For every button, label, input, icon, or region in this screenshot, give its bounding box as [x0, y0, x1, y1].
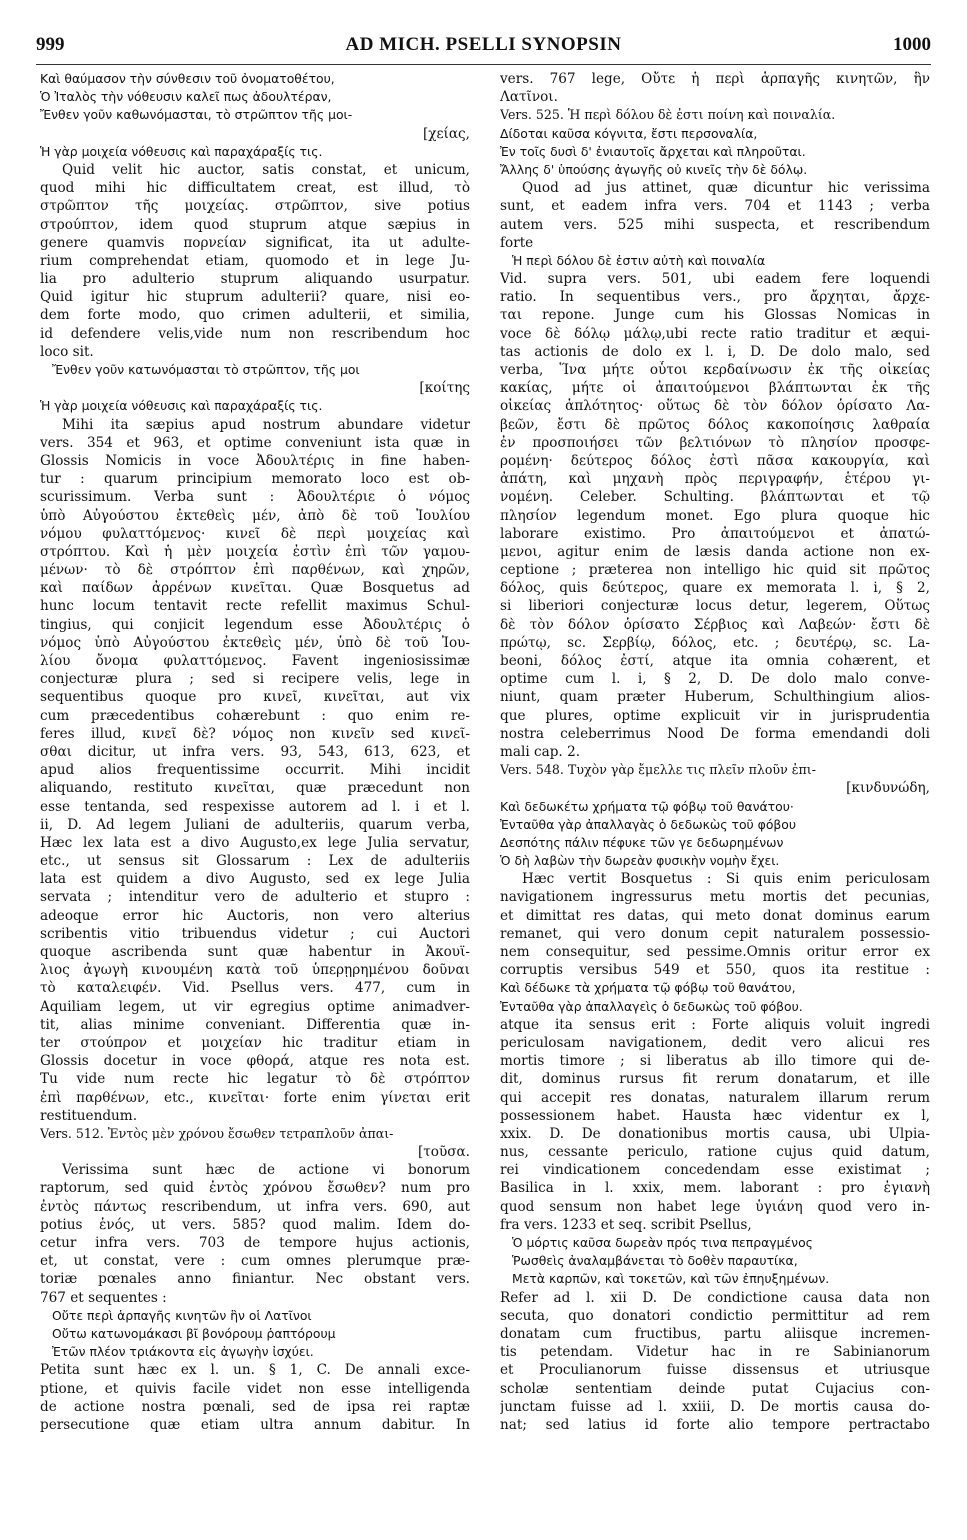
text-line: Basilica in l. xxix, mem. laborant : pro ἐγιανὴ: [500, 1180, 930, 1197]
text-line: voce δὲ δόλῳ μάλῳ,ubi recte ratio traditur et æqui-: [500, 325, 930, 342]
page-number-right: 1000: [893, 34, 931, 55]
text-line: mali cap. 2.: [500, 743, 581, 760]
text-line: Ἐνταῦθα γὰρ ἀπαλλαγὰς ὁ δεδωκὼς τοῦ φόβου: [500, 816, 797, 832]
text-line: secuta, quo donatori condictio permittitur ad rem: [500, 1307, 930, 1324]
text-line: Quod ad jus attinet, quæ dicuntur hic verissima: [522, 180, 930, 197]
text-line: lia pro adulterio stuprum aliquando usurpatur.: [40, 271, 470, 288]
text-line: restituendum.: [40, 1107, 138, 1124]
text-line: Ὁ δὴ λαβὼν τὴν δωρεὰν φυσικὴν νομὴν ἔχει.: [500, 853, 780, 869]
text-line: junctam fuisse ad l. xxiii, D. De mortis causa do-: [500, 1398, 930, 1415]
text-line: loco sit.: [40, 343, 94, 360]
text-line: ἐν προσποιήσει τῶν βελτιόνων τὸ πλησίον προσφε-: [500, 434, 930, 451]
page-number-left: 999: [36, 34, 65, 55]
text-line: Ἄλλης δ' ὑπούσης ἀγωγῆς οὐ κινεῖς τὴν δὲ δόλῳ.: [500, 161, 808, 177]
text-line: vers. 767 lege, Οὔτε ἡ περὶ ἁρπαγῆς κινητῶν, ἣν: [500, 71, 930, 87]
text-line: Ὁ μόρτις καῦσα δωρεὰν πρός τινα πεπραγμένος: [512, 1235, 813, 1250]
text-line: scribentis vitio tribuendus videtur ; cui Auctori: [40, 925, 470, 942]
text-line: Ῥωσθεὶς ἀναλαμβάνεται τὸ δοθὲν παραυτίκα,: [512, 1253, 798, 1269]
text-line: dit, dominus rursus fit rerum donatarum, et ille: [500, 1071, 930, 1088]
text-line: de actione nostra pœnali, sed de ipsa rei raptæ: [40, 1398, 470, 1415]
text-line: Refer ad l. xii D. De condictione causa data non: [500, 1289, 930, 1306]
text-line: tur : quarum principium memorato loco est ob-: [40, 471, 470, 488]
text-line: ἐντὸς πάντως rescribendum, ut infra vers. 690, aut: [40, 1198, 470, 1215]
text-line: conjecturæ plura ; sed si recipere velis, lege in: [40, 671, 470, 688]
text-line: Petita sunt hæc ex l. un. § 1, C. De annali exce-: [40, 1362, 470, 1379]
text-line: tis petendam. Videtur hac in re Sabinianorum: [500, 1344, 930, 1361]
text-line: [τοῦσα.: [417, 1144, 470, 1161]
text-line: ceptione ; præterea non intelligo hic quid sit πρῶτος: [500, 562, 930, 579]
text-line: autem vers. 525 mihi suspecta, et rescribendum: [500, 216, 930, 233]
text-line: 767 et sequentes :: [40, 1289, 167, 1306]
text-line: ratio. In sequentibus vers., pro ἄρχηται, ἄρχε-: [500, 289, 930, 306]
text-line: apud alios frequentissime occurrit. Mihi incidit: [40, 762, 470, 779]
text-line: nat; sed latius id forte alio tempore pertractabo: [500, 1416, 930, 1433]
text-line: Ἡ γὰρ μοιχεία νόθευσις καὶ παραχάραξίς τις.: [40, 143, 323, 159]
text-line: Ἔνθεν γοῦν κατωνόμασται τὸ στρῶπτον, τῆς μοι: [52, 362, 360, 377]
text-line: et Proculianorum fuisse dissensus et utriusque: [500, 1362, 930, 1379]
text-line: possessionem habet. Hausta hæc videntur ex l,: [500, 1107, 930, 1124]
text-line: lata est quidem a divo Augusto, sed ex lege Julia: [40, 871, 470, 888]
text-line: [κινδυνώδη,: [846, 780, 930, 797]
text-line: Ἔνθεν γοῦν καθωνόμασται, τὸ στρῶπτον τῆς μοι-: [40, 107, 353, 123]
text-line: tas actionis de dolo ex l. i, D. De dolo malo, sed: [500, 343, 930, 360]
text-line: ptione, et quivis facile videt non esse intelligenda: [40, 1380, 470, 1397]
text-line: aliquando, restituto κινεῖται, quæ præcedunt non: [40, 780, 470, 797]
text-line: ii, D. Ad legem Juliani de adulteriis, quarum verba,: [40, 816, 470, 833]
text-line: νόμου φυλαττόμενος· κινεῖ δὲ περὶ μοιχείας καὶ: [40, 525, 470, 542]
text-line: servata ; intenditur vero de adulterio et stupro :: [40, 889, 470, 906]
text-line: scholæ sententiam deinde putat Cujacius con-: [500, 1380, 930, 1397]
text-line: Verissima sunt hæc de actione vi bonorum: [62, 1162, 470, 1179]
text-line: λιος ἀγωγὴ κινουμένη κατὰ τοῦ ὑπερῃρημένου δοῦναι: [40, 962, 470, 979]
text-line: Vers. 512. Ἐντὸς μὲν χρόνου ἔσωθεν τετραπλοῦν ἀπαι-: [40, 1125, 394, 1141]
text-line: tit, alias minime conveniant. Differentia quæ in-: [40, 1016, 470, 1033]
text-line: πρώτῳ, sc. Σερβίῳ, δόλος, etc. ; δευτέρῳ, sc. La-: [500, 634, 930, 651]
text-line: Glossis Nomicis in voce Ἀδουλτέρις in fine haben-: [40, 452, 470, 469]
text-line: Mihi ita sæpius apud nostrum abundare videtur: [62, 416, 470, 433]
text-line: στρόπτου. Καὶ ἡ μὲν μοιχεία ἐστὶν ἐπὶ τῶν γαμου-: [40, 543, 470, 560]
text-line: [χείας,: [422, 125, 470, 142]
text-line: Καὶ δεδωκέτω χρήματα τῷ φόβῳ τοῦ θανάτου·: [500, 798, 794, 814]
text-line: scurissimum. Verba sunt : Ἀδουλτέριε ὁ νόμος: [40, 489, 470, 506]
text-line: persecutione quæ etiam ultra annum dabitur. In: [40, 1416, 470, 1433]
text-line: dem forte modo, quo crimen adulterii, et similia,: [40, 307, 470, 324]
text-line: Hæc vertit Bosquetus : Si quis enim periculosam: [522, 871, 930, 888]
text-line: mortis timore ; si liberatus ab illo timore qui de-: [500, 1053, 930, 1070]
text-line: laborare existimo. Pro ἀπαιτούμενοι et ἀπατώ-: [500, 525, 930, 542]
text-line: νομένη. Celeber. Schulting. βλάπτωνται et τῷ: [500, 489, 930, 506]
text-line: rium comprehendat etiam, quomodo et in lege Ju-: [40, 252, 470, 269]
text-line: τὸ καταλειφέν. Vid. Psellus vers. 477, cum in: [40, 980, 470, 997]
page-header: [36, 34, 931, 60]
text-line: Ἐνταῦθα γὰρ ἀπαλλαγεὶς ὁ δεδωκὼς τοῦ φόβου.: [500, 998, 803, 1014]
text-line: Quid velit hic auctor, satis constat, et unicum,: [62, 161, 470, 178]
text-line: πλησίον legendum monet. Ego plura quoque hic: [500, 507, 930, 524]
text-line: ἀπάτη, καὶ μηχανὴ πρὸς περιγραφήν, ἑτέρου γι-: [500, 471, 930, 488]
text-line: optime cum l. i, § 2, D. De dolo malo conve-: [500, 671, 930, 688]
text-line: στρούπτον, idem quod stuprum atque sæpius in: [40, 216, 470, 233]
text-line: verba, Ἵνα μήτε οὗτοι κερδαίνωσιν ἐκ τῆς οἰκείας: [500, 362, 930, 378]
text-line: potius ἑνός, ut vers. 585? quod malim. Idem do-: [40, 1216, 470, 1233]
text-line: Vid. supra vers. 501, ubi eadem fere loquendi: [500, 271, 930, 288]
text-line: remanet, qui vero donum cepit naturalem possessio-: [500, 925, 930, 942]
text-line: adeoque error hic Auctoris, non vero alterius: [40, 907, 470, 924]
text-line: Ἡ περὶ δόλου δὲ ἐστιν αὐτὴ καὶ ποιναλία: [512, 252, 766, 268]
text-line: que plures, optime explicuit vir in jurisprudentia: [500, 707, 930, 724]
text-line: Vers. 525. Ἡ περὶ δόλου δὲ ἐστι ποίνη καὶ ποιναλία.: [500, 107, 836, 123]
text-line: toriæ pœnales anno finiantur. Nec obstant vers.: [40, 1271, 470, 1288]
text-line: Ἡ γὰρ μοιχεία νόθευσις καὶ παραχάραξίς τις.: [40, 398, 323, 414]
text-line: Οὔτω κατωνομάκασι βῖ βονόρουμ ῥαπτόρουμ: [52, 1325, 336, 1341]
text-line: δὲ τὸν δόλον ὁρίσατο Σέρβιος καὶ Λαβεών· ἔστι δὲ: [500, 616, 930, 633]
text-line: nus, cessante periculo, ratione cujus quid datum,: [500, 1144, 930, 1161]
text-line: Δίδοται καῦσα κόγνιτα, ἔστι περσοναλία,: [500, 125, 758, 141]
text-line: σθαι dicitur, ut infra vers. 93, 543, 613, 623, et: [40, 743, 470, 760]
text-line: οἰκείας ἁπλότητος· οὕτως δὲ τὸν δόλον ὁρίσατο Λα-: [500, 398, 930, 415]
text-line: sunt, et eadem infra vers. 704 et 1143 ; verba: [500, 198, 930, 215]
text-line: cetur infra vers. 703 de tempore hujus actionis,: [40, 1235, 470, 1251]
text-line: fra vers. 1233 et seq. scribit Psellus,: [500, 1216, 752, 1233]
text-line: μένων· τὸ δὲ στρόπτον ἐπὶ παρθένων, καὶ χηρῶν,: [40, 562, 470, 579]
text-line: Καὶ δέδωκε τὰ χρήματα τῷ φόβῳ τοῦ θανάτου,: [500, 980, 796, 996]
running-title: AD MICH. PSELLI SYNOPSIN: [345, 34, 622, 55]
text-line: si liberiori conjecturæ locus detur, legerem, Οὕτως: [500, 598, 930, 615]
text-line: et dimittat res datas, qui meto donat dominus earum: [500, 907, 930, 924]
text-line: Quid igitur hic stuprum adulterii? quare, nisi eo-: [40, 289, 470, 306]
text-line: ὑπὸ Αὐγούστου ἐκτεθεὶς μέν, ἀπὸ δὲ τοῦ Ἰουλίου: [40, 507, 470, 524]
text-line: feres illud, κινεῖ δὲ? νόμος non κινεῖν sed κινεῖ-: [40, 725, 470, 742]
text-line: Ἐν τοῖς δυσὶ δ' ἐνιαυτοῖς ἄρχεται καὶ πληροῦται.: [500, 143, 806, 159]
text-line: esse tentanda, sed respexisse autorem ad l. i et l.: [40, 798, 470, 815]
text-line: Hæc lex lata est a divo Augusto,ex lege Julia servatur,: [40, 834, 470, 851]
text-line: periculosam navigationem, dedit vero alicui res: [500, 1034, 930, 1051]
text-line: Λατῖνοι.: [500, 89, 558, 106]
text-line: nostra celeberrimus Nood De forma emendandi doli: [500, 725, 930, 742]
text-line: donatam cum fructibus, partu aliisque incremen-: [500, 1325, 930, 1342]
text-line: beoni, δόλος ἐστί, atque ita omnia cohærent, et: [500, 653, 930, 669]
text-line: tingius, qui conjicit legendum esse Ἀδουλτέρις ὁ: [40, 616, 470, 633]
text-line: vers. 354 et 963, et optime conveniunt ista quæ in: [40, 434, 470, 451]
text-line: ται repone. Junge cum his Glossas Nomicas in: [500, 307, 930, 324]
text-line: rei vindicationem concedendam esse existimat ;: [500, 1162, 930, 1179]
text-line: ter στούπρον et μοιχείαν hic traditur etiam in: [40, 1034, 470, 1051]
text-line: κακίας, μήτε οἱ ἀπαιτούμενοι βλάπτωνται ἐκ τῆς: [500, 380, 930, 397]
text-line: atque ita sensus erit : Forte aliquis voluit ingredi: [500, 1016, 930, 1033]
text-line: niunt, quam præter Huberum, Schulthingium alios-: [500, 689, 930, 706]
text-line: στρῶπτον τῆς μοιχείας. στρῶπτον, sive potius: [40, 198, 470, 215]
text-line: Glossis docetur in voce φθορά, atque res nota est.: [40, 1053, 470, 1070]
text-line: Δεσπότης πάλιν πέφυκε τῶν γε δεδωρημένων: [500, 834, 784, 850]
text-line: λίου ὄνομα φυλαττόμενος. Favent ingeniosissimæ: [40, 653, 470, 669]
text-line: Οὔτε περὶ ἁρπαγῆς κινητῶν ἣν οἱ Λατῖνοι: [52, 1307, 312, 1323]
text-line: raptorum, sed quid ἐντὸς χρόνου ἔσωθεν? num pro: [40, 1180, 470, 1197]
text-line: quod sensum non habet lege ὑγιάνη quod vero in-: [500, 1198, 930, 1215]
text-line: Aquiliam legem, ut vir egregius optime animadver-: [40, 998, 470, 1015]
text-line: νόμος ὑπὸ Αὐγούστου ἐκτεθεὶς μέν, ὑπὸ δὲ τοῦ Ἰου-: [40, 634, 470, 651]
header-rule: [36, 64, 931, 65]
text-line: Tu vide num recte hic legatur τὸ δὲ στρόπτον: [40, 1071, 470, 1088]
left-column: [40, 70, 470, 1530]
text-line: hunc locum tentavit recte refellit maximus Schul-: [40, 598, 470, 615]
text-line: corruptis versibus 549 et 550, quos ita restitue :: [500, 962, 930, 979]
text-line: ἐπὶ παρθένων, etc., κινεῖται· forte enim γίνεται erit: [40, 1089, 470, 1106]
text-line: forte: [500, 234, 534, 251]
text-line: [κοίτης: [419, 380, 470, 397]
text-line: Vers. 548. Τυχὸν γὰρ ἔμελλε τις πλεῖν πλοῦν ἐπι-: [500, 762, 816, 778]
text-line: Ἐτῶν πλέον τριάκοντα εἰς ἀγωγὴν ἰσχύει.: [52, 1344, 314, 1360]
text-line: qui accepit res donatas, naturalem illarum rerum: [500, 1089, 930, 1106]
text-line: Μετὰ καρπῶν, καὶ τοκετῶν, καὶ τῶν ἐπηυξημένων.: [512, 1271, 830, 1287]
text-line: navigationem ingressurus metu mortis det pecunias,: [500, 889, 930, 906]
text-line: xxix. D. De donationibus mortis causa, ubi Ulpia-: [500, 1125, 930, 1142]
text-line: cum præcedentibus cohærebunt : quo enim re-: [40, 707, 470, 724]
text-line: etc., ut sensus sit Glossarum : Lex de adulteriis: [40, 853, 470, 870]
text-line: genere quamvis πορνείαν significat, ita ut adulte-: [40, 234, 470, 251]
text-line: δόλος, quis δεύτερος, quare ex memorata l. i, § 2,: [500, 580, 930, 597]
text-line: quod mihi hic difficultatem creat, est illud, τὸ: [40, 180, 470, 197]
text-line: et, ut constat, vere : cum omnes plerumque præ-: [40, 1253, 470, 1270]
text-line: καὶ παίδων ἀρρένων κινεῖται. Quæ Bosquetus ad: [40, 580, 470, 597]
text-line: quoque ascribenda sunt quæ habentur in Ἀκουϊ-: [40, 944, 470, 960]
text-line: μενοι, agitur enim de læsis danda actione non ex-: [500, 543, 930, 560]
text-line: βεῶν, ἔστι δὲ πρῶτος δόλος κακοποίησις λαθραία: [500, 416, 930, 433]
text-line: nem consequitur, sed pessime.Omnis oritur error ex: [500, 944, 930, 960]
text-line: Καὶ θαύμασον τὴν σύνθεσιν τοῦ ὀνοματοθέτου,: [40, 71, 335, 86]
right-column: [500, 70, 930, 1530]
text-line: id defendere velis,vide num non rescribendum hoc: [40, 325, 470, 342]
text-line: Ὁ Ἰταλὸς τὴν νόθευσιν καλεῖ πως ἀδουλτέραν,: [40, 89, 332, 105]
text-line: sequentibus quoque pro κινεῖ, κινεῖται, aut vix: [40, 689, 470, 706]
text-line: ρομένη· δεύτερος δόλος ἐστὶ πᾶσα κακουργία, καὶ: [500, 452, 930, 469]
